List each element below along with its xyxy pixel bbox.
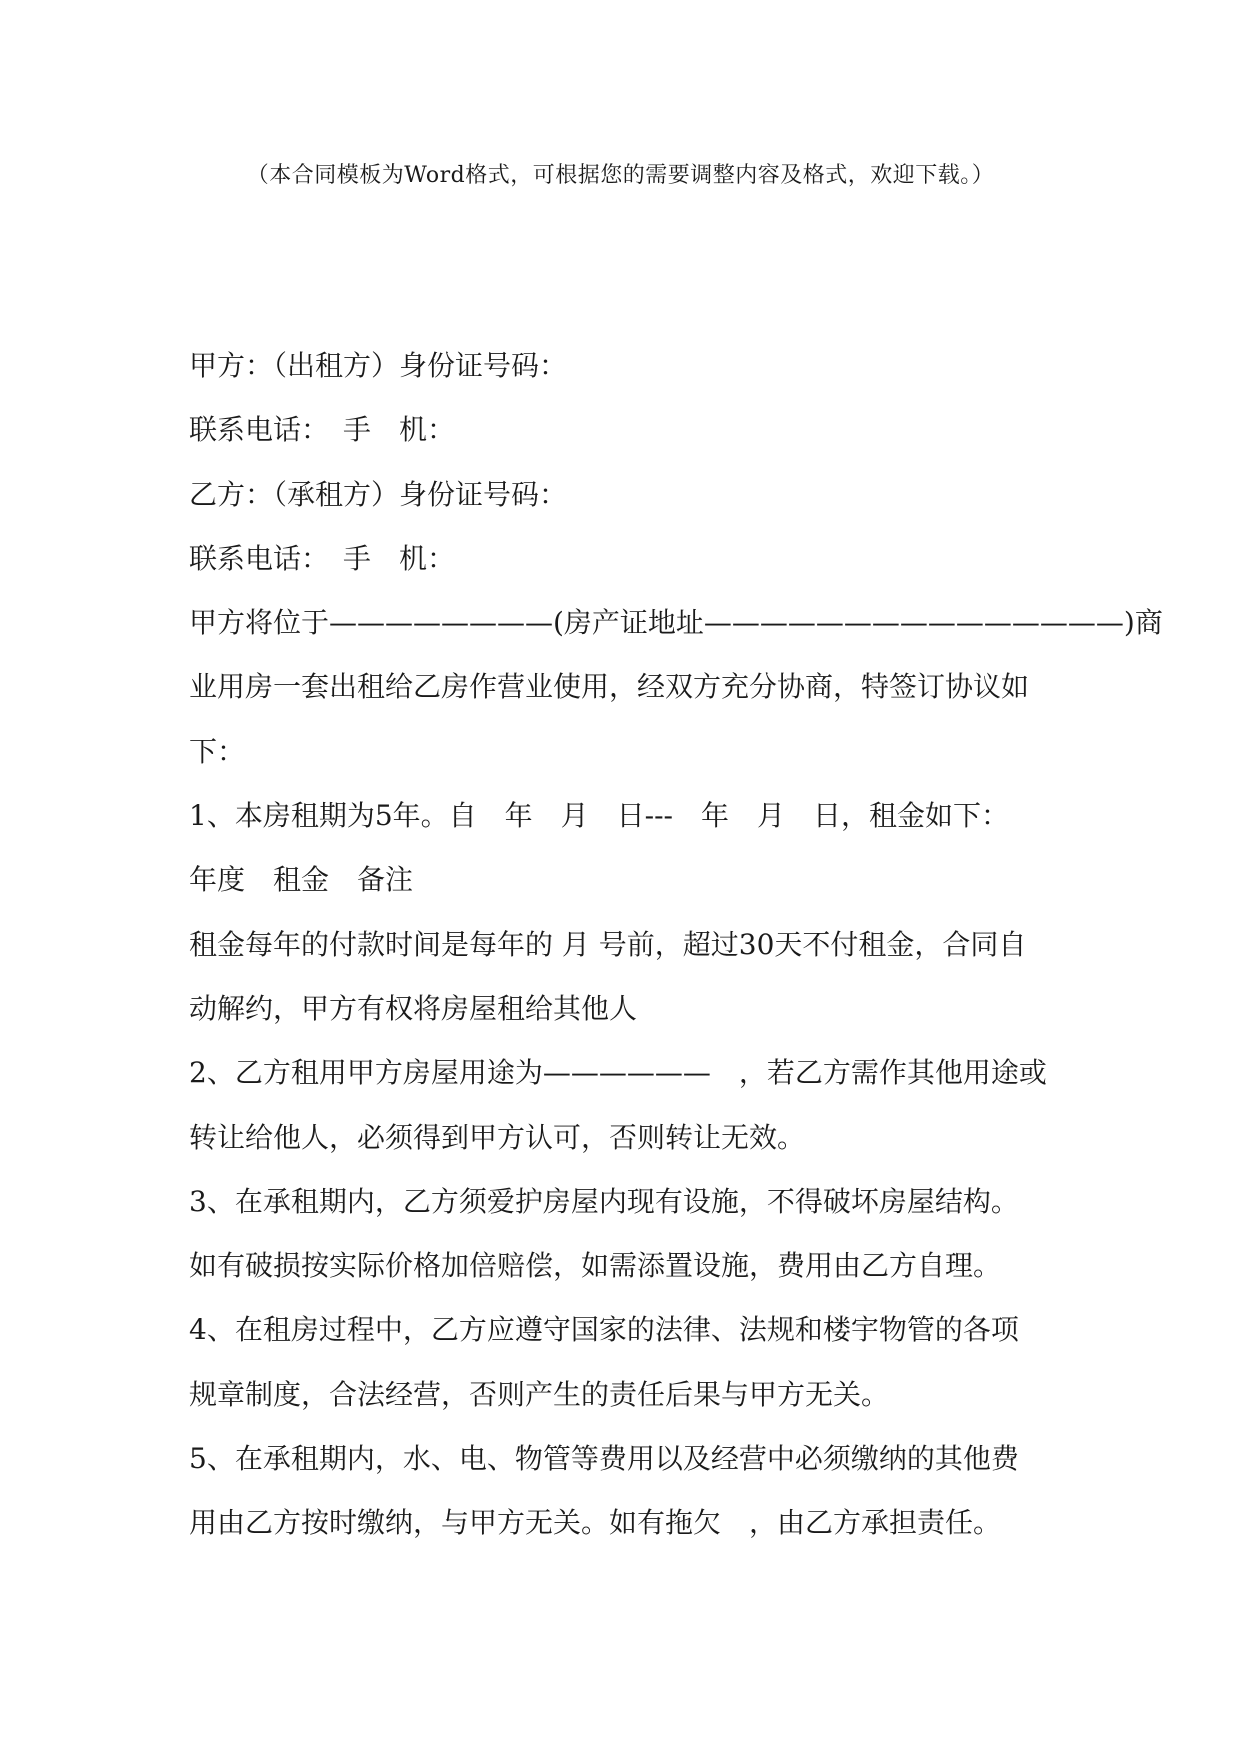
contract-body (189, 334, 1163, 1556)
clause-3-line-2: 如有破损按实际价格加倍赔偿，如需添置设施，费用由乙方自理。 (189, 1249, 1002, 1283)
party-a-contact-line: 联系电话： 手 机： (189, 413, 456, 447)
clause-5-line-1: 5、在承租期内，水、电、物管等费用以及经营中必须缴纳的其他费 (189, 1442, 1019, 1476)
clause-4-line-1: 4、在租房过程中，乙方应遵守国家的法律、法规和楼宇物管的各项 (189, 1313, 1019, 1347)
payment-line-1: 租金每年的付款时间是每年的 月 号前，超过30天不付租金，合同自 (189, 927, 1027, 961)
property-line-1: 甲方将位于————————(房产证地址———————————————)商 (189, 606, 1163, 640)
payment-line-2: 动解约，甲方有权将房屋租给其他人 (189, 991, 638, 1025)
template-note: （本合同模板为Word格式，可根据您的需要调整内容及格式，欢迎下载。） (246, 163, 995, 188)
party-b-line: 乙方：（承租方）身份证号码： (189, 477, 568, 511)
rent-table-header: 年度 租金 备注 (189, 863, 414, 897)
property-line-2: 业用房一套出租给乙房作营业使用，经双方充分协商，特签订协议如 (189, 670, 1030, 704)
clause-4-line-2: 规章制度，合法经营，否则产生的责任后果与甲方无关。 (189, 1377, 890, 1411)
clause-2-line-1: 2、乙方租用甲方房屋用途为—————— ，若乙方需作其他用途或 (189, 1056, 1047, 1090)
party-b-contact-line: 联系电话： 手 机： (189, 541, 456, 575)
party-a-line: 甲方：（出租方）身份证号码： (189, 349, 568, 382)
clause-5-line-2: 用由乙方按时缴纳，与甲方无关。如有拖欠 ，由乙方承担责任。 (189, 1506, 1002, 1540)
property-line-3: 下： (189, 734, 246, 768)
clause-2-line-2: 转让给他人，必须得到甲方认可，否则转让无效。 (189, 1120, 806, 1154)
clause-3-line-1: 3、在承租期内，乙方须爱护房屋内现有设施，不得破坏房屋结构。 (189, 1184, 1019, 1218)
clause-1-line: 1、本房租期为5年。自 年 月 日--- 年 月 日，租金如下： (189, 799, 1010, 833)
